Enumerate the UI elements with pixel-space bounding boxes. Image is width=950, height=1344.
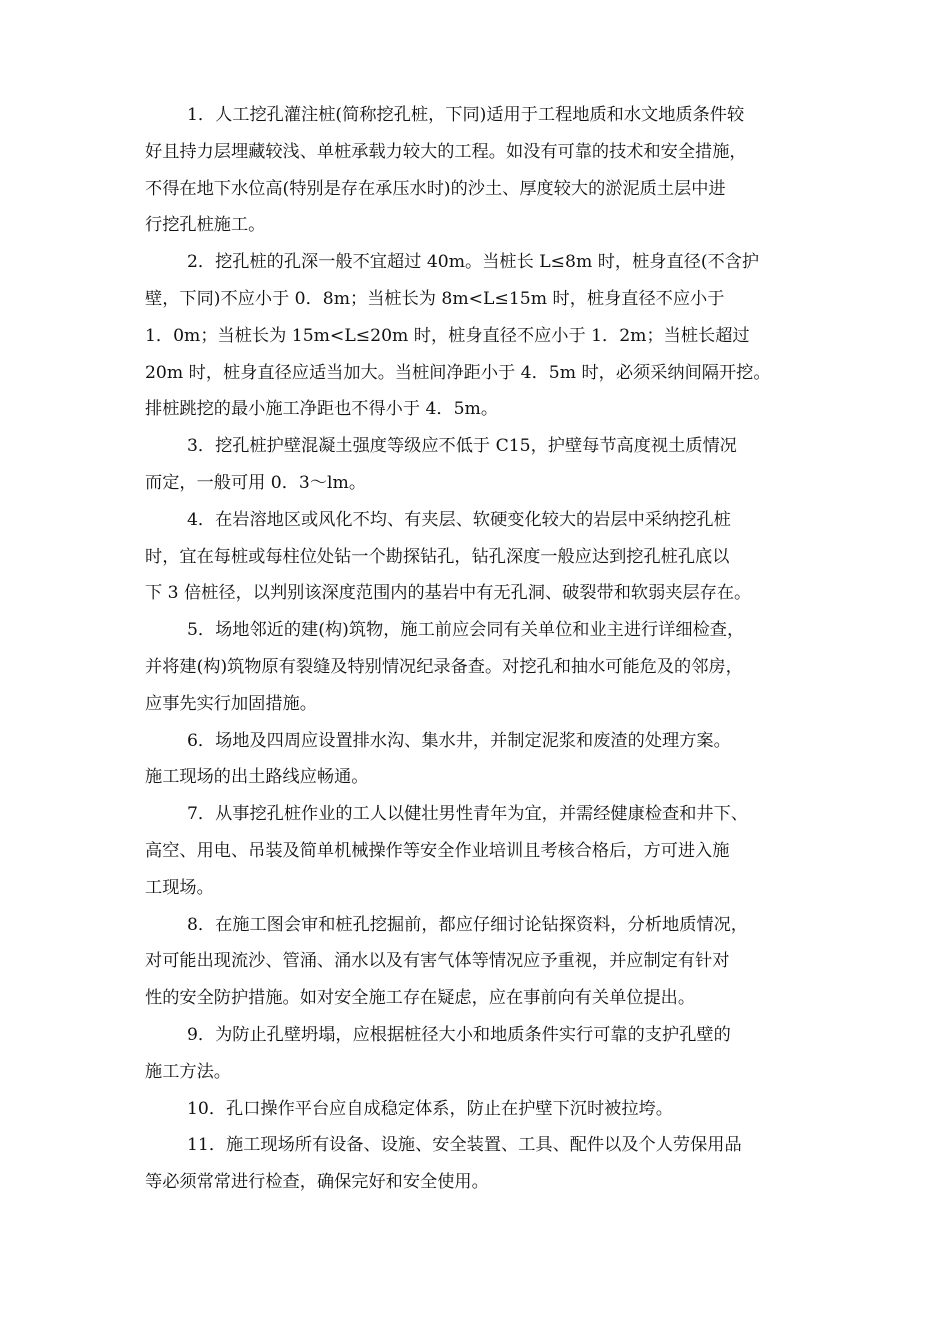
paragraph-line: 等必须常常进行检查，确保完好和安全使用。 xyxy=(145,1172,489,1193)
paragraph-line: 排桩跳挖的最小施工净距也不得小于 4．5m。 xyxy=(145,399,499,420)
paragraph-line: 好且持力层埋藏较浅、单桩承载力较大的工程。如没有可靠的技术和安全措施， xyxy=(145,141,747,162)
paragraph-line: 性的安全防护措施。如对安全施工存在疑虑，应在事前向有关单位提出。 xyxy=(145,988,696,1009)
paragraph-first-line: 9．为防止孔壁坍塌，应根据桩径大小和地质条件实行可靠的支护孔壁的 xyxy=(187,1024,731,1045)
paragraph-line: 不得在地下水位高(特别是存在承压水时)的沙土、厚度较大的淤泥质土层中进 xyxy=(145,178,726,199)
paragraph-first-line: 6．场地及四周应设置排水沟、集水井，并制定泥浆和废渣的处理方案。 xyxy=(187,730,731,751)
paragraph-line: 而定，一般可用 0．3～lm。 xyxy=(145,472,367,493)
paragraph-line: 对可能出现流沙、管涌、涌水以及有害气体等情况应予重视，并应制定有针对 xyxy=(145,951,730,972)
paragraph-line: 时，宜在每桩或每柱位处钻一个勘探钻孔，钻孔深度一般应达到挖孔桩孔底以 xyxy=(145,546,730,567)
document-body xyxy=(145,97,810,1201)
paragraph-line: 施工现场的出土路线应畅通。 xyxy=(145,767,369,788)
paragraph-line: 下 3 倍桩径，以判别该深度范围内的基岩中有无孔洞、破裂带和软弱夹层存在。 xyxy=(145,583,752,604)
paragraph-line: 行挖孔桩施工。 xyxy=(145,215,266,236)
paragraph-line: 工现场。 xyxy=(145,877,214,898)
paragraph-first-line: 10．孔口操作平台应自成稳定体系，防止在护壁下沉时被拉垮。 xyxy=(187,1098,673,1119)
paragraph-first-line: 2．挖孔桩的孔深一般不宜超过 40m。当桩长 L≤8m 时，桩身直径(不含护 xyxy=(187,252,760,273)
paragraph-first-line: 1．人工挖孔灌注桩(简称挖孔桩，下同)适用于工程地质和水文地质条件较 xyxy=(187,105,745,125)
paragraph-line: 高空、用电、吊装及简单机械操作等安全作业培训且考核合格后，方可进入施 xyxy=(145,840,730,861)
paragraph-first-line: 4．在岩溶地区或风化不均、有夹层、软硬变化较大的岩层中采纳挖孔桩 xyxy=(187,509,731,530)
paragraph-line: 20m 时，桩身直径应适当加大。当桩间净距小于 4．5m 时，必须采纳间隔开挖。 xyxy=(145,362,771,383)
paragraph-line: 施工方法。 xyxy=(145,1061,231,1082)
paragraph-line: 并将建(构)筑物原有裂缝及特别情况纪录备查。对挖孔和抽水可能危及的邻房， xyxy=(145,656,743,677)
paragraph-line: 1．0m；当桩长为 15m<L≤20m 时，桩身直径不应小于 1．2m；当桩长超过 xyxy=(145,325,750,346)
paragraph-first-line: 5．场地邻近的建(构)筑物，施工前应会同有关单位和业主进行详细检查， xyxy=(187,620,745,641)
paragraph-first-line: 7．从事挖孔桩作业的工人以健壮男性青年为宜，并需经健康检查和井下、 xyxy=(187,804,748,825)
paragraph-line: 壁，下同)不应小于 0．8m；当桩长为 8m<L≤15m 时，桩身直径不应小于 xyxy=(145,288,725,309)
paragraph-first-line: 3．挖孔桩护壁混凝土强度等级应不低于 C15，护壁每节高度视土质情况 xyxy=(187,436,737,457)
paragraph-first-line: 8．在施工图会审和桩孔挖掘前，都应仔细讨论钻探资料，分析地质情况， xyxy=(187,914,748,935)
paragraph-first-line: 11．施工现场所有设备、设施、安全装置、工具、配件以及个人劳保用品 xyxy=(187,1135,742,1156)
paragraph-line: 应事先实行加固措施。 xyxy=(145,693,317,714)
